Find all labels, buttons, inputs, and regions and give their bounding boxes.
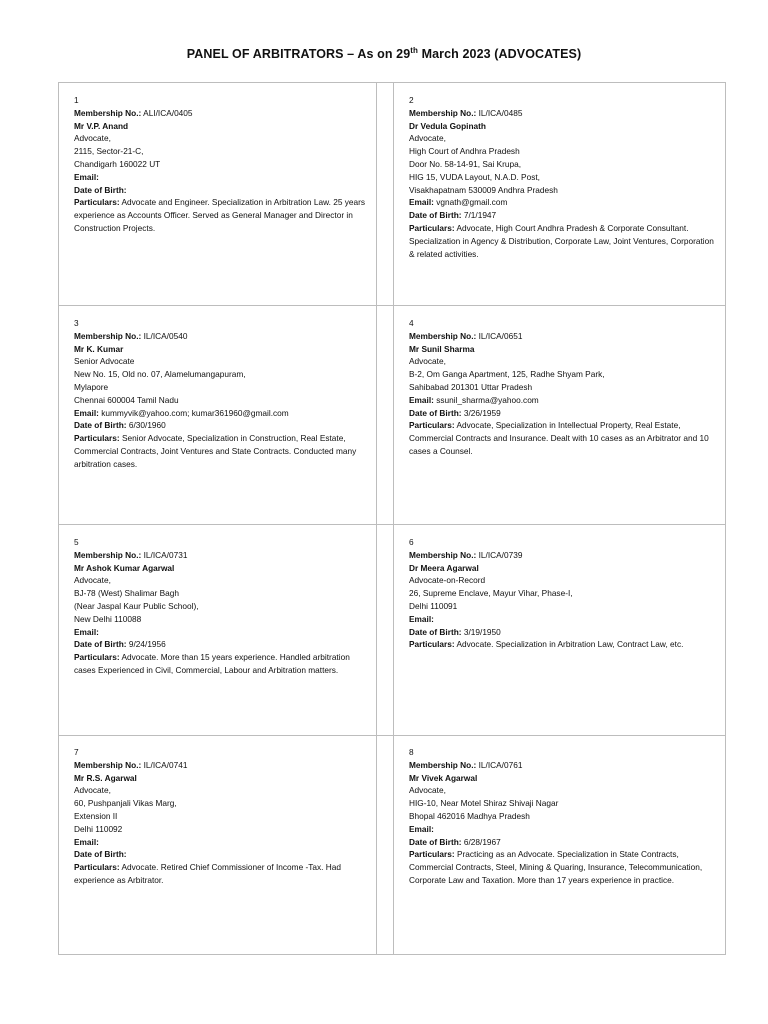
address-line: 26, Supreme Enclave, Mayur Vihar, Phase-I, xyxy=(409,588,573,599)
address-line: BJ-78 (West) Shalimar Bagh xyxy=(74,588,179,599)
arbitrator-entry xyxy=(74,536,370,677)
address-line: New Delhi 110088 xyxy=(74,613,142,624)
address-line: Advocate, xyxy=(74,575,111,586)
membership-line: Membership No.: ALI/ICA/0405 xyxy=(74,107,193,118)
row-divider xyxy=(59,305,725,306)
arbitrator-name: Dr Meera Agarwal xyxy=(409,562,479,573)
entry-number: 1 xyxy=(74,95,79,105)
membership-line: Membership No.: IL/ICA/0741 xyxy=(74,759,188,770)
row-divider xyxy=(59,524,725,525)
particulars-text: Particulars: Advocate. More than 15 years experience. Handled arbitration cases Experienced in Civil, Commercial, Labour and Arbitration matters. xyxy=(74,652,350,675)
address-line: Delhi 110091 xyxy=(409,600,458,611)
email-line: Email: xyxy=(74,626,99,637)
arbitrator-entry xyxy=(74,317,370,471)
arbitrator-entry xyxy=(409,317,715,458)
address-line: Advocate, xyxy=(74,785,111,796)
address-line: 2115, Sector-21-C, xyxy=(74,146,144,157)
address-line: B-2, Om Ganga Apartment, 125, Radhe Shyam Park, xyxy=(409,369,605,380)
arbitrator-name: Mr R.S. Agarwal xyxy=(74,772,137,783)
entry-number: 2 xyxy=(409,95,414,105)
page-title: PANEL OF ARBITRATORS – As on 29th March 2023 (ADVOCATES) xyxy=(186,46,582,62)
arbitrator-name: Mr V.P. Anand xyxy=(74,120,129,131)
address-line: Chennai 600004 Tamil Nadu xyxy=(74,394,179,405)
dob-line: Date of Birth: xyxy=(74,184,127,195)
address-line: Senior Advocate xyxy=(74,356,135,367)
particulars-text: Particulars: Senior Advocate, Specialization in Construction, Real Estate, Commercial Contracts, Joint Ventures and State Contracts. Conducted many arbitration cases. xyxy=(74,433,357,469)
membership-line: Membership No.: IL/ICA/0485 xyxy=(409,107,523,118)
email-line: Email: kummyvik@yahoo.com; kumar361960@gmail.com xyxy=(74,407,289,418)
address-line: 60, Pushpanjali Vikas Marg, xyxy=(74,798,177,809)
address-line: (Near Jaspal Kaur Public School), xyxy=(74,600,199,611)
address-line: Advocate, xyxy=(409,785,446,796)
address-line: Door No. 58-14-91, Sai Krupa, xyxy=(409,158,522,169)
email-line: Email: xyxy=(74,836,99,847)
address-line: Advocate, xyxy=(409,356,446,367)
column-divider xyxy=(376,83,377,954)
address-line: Visakhapatnam 530009 Andhra Pradesh xyxy=(409,184,558,195)
particulars-text: Particulars: Advocate. Retired Chief Commissioner of Income -Tax. Had experience as Arbitrator. xyxy=(74,862,342,885)
entry-number: 3 xyxy=(74,318,79,328)
address-line: Advocate-on-Record xyxy=(409,575,486,586)
address-line: HIG-10, Near Motel Shiraz Shivaji Nagar xyxy=(409,798,559,809)
email-line: Email: xyxy=(74,171,99,182)
arbitrator-entry xyxy=(409,746,715,887)
particulars-text: Particulars: Advocate, High Court Andhra Pradesh & Corporate Consultant. Specialization in Agency & Distribution, Corporate Law, Joint Ventures, Corporation & related activities. xyxy=(409,222,714,259)
entry-number: 7 xyxy=(74,747,79,757)
membership-line: Membership No.: IL/ICA/0761 xyxy=(409,759,523,770)
address-line: Extension II xyxy=(74,810,118,821)
email-line: Email: xyxy=(409,613,434,624)
entry-number: 6 xyxy=(409,537,414,547)
arbitrator-name: Mr Sunil Sharma xyxy=(409,343,475,354)
entry-number: 4 xyxy=(409,318,414,328)
arbitrator-entry xyxy=(409,536,715,651)
address-line: Bhopal 462016 Madhya Pradesh xyxy=(409,810,530,821)
dob-line: Date of Birth: 6/28/1967 xyxy=(409,836,501,847)
address-line: Chandigarh 160022 UT xyxy=(74,158,161,169)
arbitrator-name: Mr Ashok Kumar Agarwal xyxy=(74,562,175,573)
address-line: New No. 15, Old no. 07, Alamelumangapuram, xyxy=(74,369,246,380)
dob-line: Date of Birth: 7/1/1947 xyxy=(409,210,497,221)
row-divider xyxy=(59,735,725,736)
address-line: High Court of Andhra Pradesh xyxy=(409,146,520,157)
email-line: Email: vgnath@gmail.com xyxy=(409,197,508,208)
particulars-text: Particulars: Advocate, Specialization in Intellectual Property, Real Estate, Commercial Contracts and Insurance. Dealt with 10 cases as an Arbitrator and 10 cases a Counsel. xyxy=(409,420,709,456)
membership-line: Membership No.: IL/ICA/0540 xyxy=(74,330,188,341)
dob-line: Date of Birth: xyxy=(74,849,127,860)
dob-line: Date of Birth: 9/24/1956 xyxy=(74,639,166,650)
address-line: Sahibabad 201301 Uttar Pradesh xyxy=(409,381,533,392)
dob-line: Date of Birth: 3/26/1959 xyxy=(409,407,501,418)
dob-line: Date of Birth: 6/30/1960 xyxy=(74,420,166,431)
entry-number: 5 xyxy=(74,537,79,547)
arbitrator-entry xyxy=(409,94,715,260)
address-line: Advocate, xyxy=(74,133,111,144)
arbitrator-entry xyxy=(74,94,370,235)
arbitrator-name: Mr K. Kumar xyxy=(74,343,124,354)
email-line: Email: xyxy=(409,823,434,834)
dob-line: Date of Birth: 3/19/1950 xyxy=(409,626,501,637)
column-divider xyxy=(393,83,394,954)
address-line: HIG 15, VUDA Layout, N.A.D. Post, xyxy=(409,171,540,182)
membership-line: Membership No.: IL/ICA/0739 xyxy=(409,549,523,560)
membership-line: Membership No.: IL/ICA/0651 xyxy=(409,330,523,341)
membership-line: Membership No.: IL/ICA/0731 xyxy=(74,549,188,560)
address-line: Advocate, xyxy=(409,133,446,144)
address-line: Delhi 110092 xyxy=(74,823,123,834)
particulars-text: Particulars: Advocate. Specialization in Arbitration Law, Contract Law, etc. xyxy=(409,639,684,650)
address-line: Mylapore xyxy=(74,381,109,392)
arbitrator-name: Dr Vedula Gopinath xyxy=(409,120,486,131)
particulars-text: Particulars: Practicing as an Advocate. Specialization in State Contracts, Commercial Contracts, Steel, Mining & Quaring, Insurance, Telecommunication, Corporate Law and Taxation. More than 17 years experience in practice. xyxy=(409,849,703,885)
particulars-text: Particulars: Advocate and Engineer. Specialization in Arbitration Law. 25 years experience as Accounts Officer. Served as General Manager and Director in Construction Projects. xyxy=(74,197,366,233)
entry-number: 8 xyxy=(409,747,414,757)
arbitrator-entry xyxy=(74,746,370,887)
arbitrator-name: Mr Vivek Agarwal xyxy=(409,772,478,783)
email-line: Email: ssunil_sharma@yahoo.com xyxy=(409,394,539,405)
